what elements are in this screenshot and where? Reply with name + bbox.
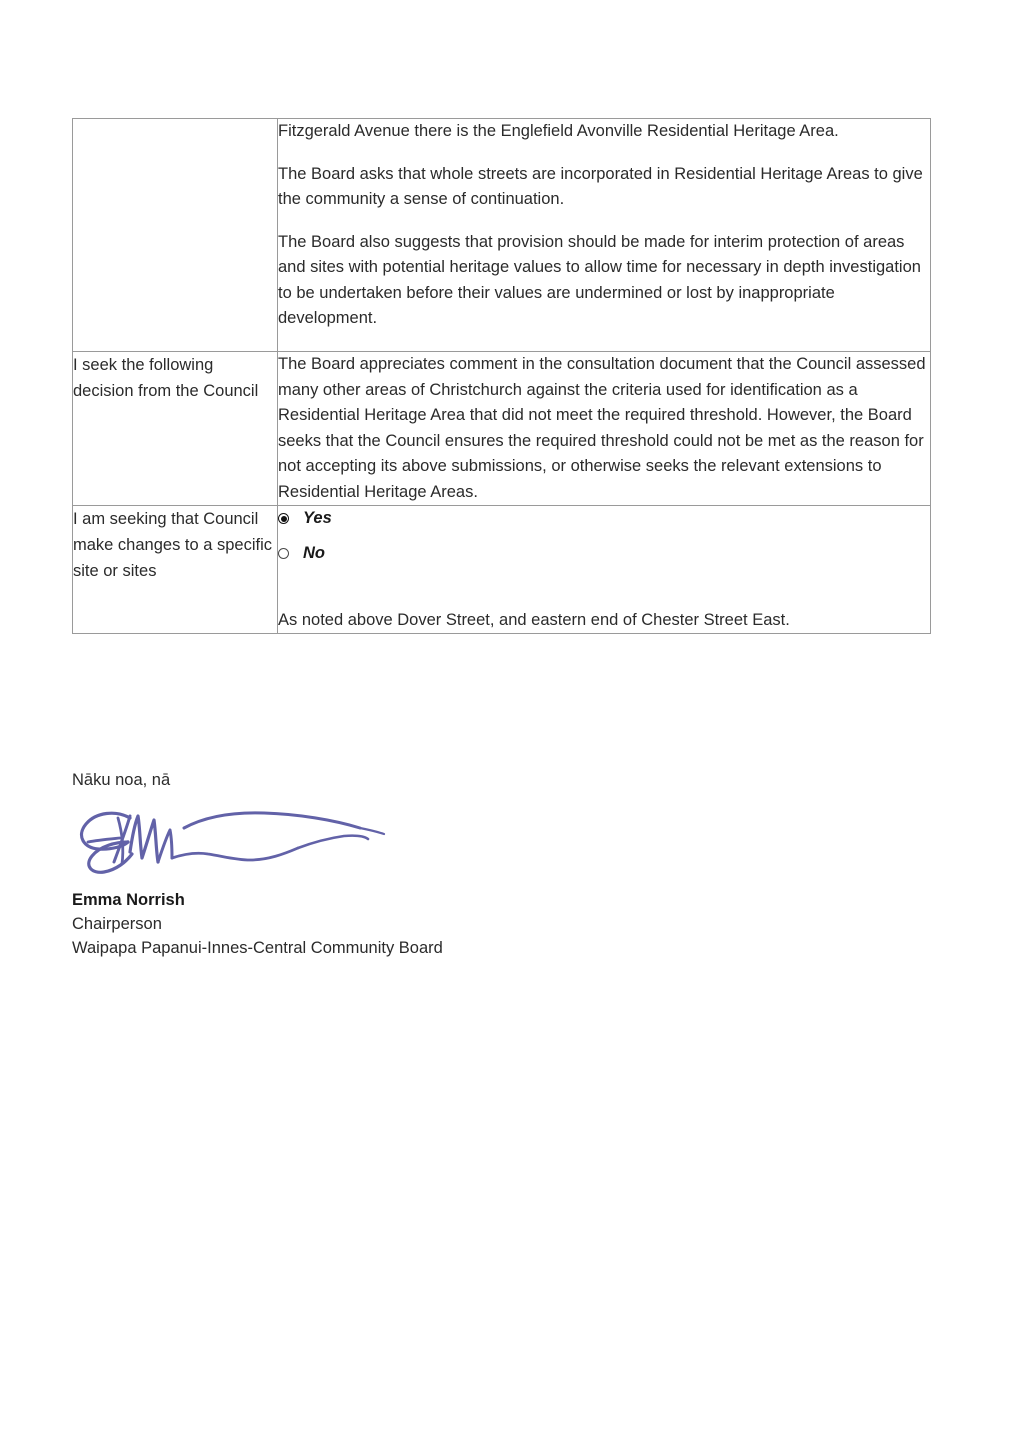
radio-button-selected-icon[interactable] xyxy=(278,513,289,524)
paragraph: Fitzgerald Avenue there is the Englefield Avonville Residential Heritage Area. xyxy=(278,122,839,140)
radio-option-no[interactable] xyxy=(278,543,930,564)
signature-image xyxy=(72,804,412,882)
paragraph: The Board appreciates comment in the consultation document that the Council assessed many other areas of Christchurch against the criteria used for identification as a Residential Heritage Area that did not meet the required threshold. However, the Board seeks that the Council ensures the required threshold could not be met as the reason for not accepting its above submissions, or otherwise seeks the relevant extensions to Residential Heritage Areas. xyxy=(278,355,926,501)
paragraph: The Board also suggests that provision should be made for interim protection of areas and sites with potential heritage values to allow time for necessary in depth investigation to be undertaken before their values are undermined or lost by inappropriate development. xyxy=(278,232,921,327)
row-body-cell-site-changes xyxy=(278,506,931,634)
radio-option-label: No xyxy=(303,544,325,562)
row-label-text: I am seeking that Council make changes to a specific site or sites xyxy=(73,510,273,580)
salutation-text: Nāku noa, nā xyxy=(72,771,171,789)
row-body-cell-continuation xyxy=(278,119,931,352)
radio-group-site-changes xyxy=(278,506,930,564)
radio-option-yes[interactable] xyxy=(278,508,930,529)
radio-option-label: Yes xyxy=(303,509,332,527)
row-label-text: I seek the following decision from the Council xyxy=(73,356,259,400)
row-label-cell-decision xyxy=(73,352,278,506)
site-changes-note: As noted above Dover Street, and eastern end of Chester Street East. xyxy=(278,611,790,629)
row-label-cell-site-changes xyxy=(73,506,278,634)
paragraph: The Board asks that whole streets are incorporated in Residential Heritage Areas to give the community a sense of continuation. xyxy=(278,164,923,208)
signer-organisation: Waipapa Papanui-Innes-Central Community Board xyxy=(72,939,443,957)
table-row xyxy=(73,506,931,634)
table-row xyxy=(73,352,931,506)
signer-role: Chairperson xyxy=(72,915,162,933)
closing-block xyxy=(72,768,772,960)
table-row xyxy=(73,119,931,352)
submission-table xyxy=(72,118,931,634)
signer-name: Emma Norrish xyxy=(72,891,185,909)
row-label-cell-continuation xyxy=(73,119,278,352)
row-body-cell-decision xyxy=(278,352,931,506)
radio-button-empty-icon[interactable] xyxy=(278,548,289,559)
